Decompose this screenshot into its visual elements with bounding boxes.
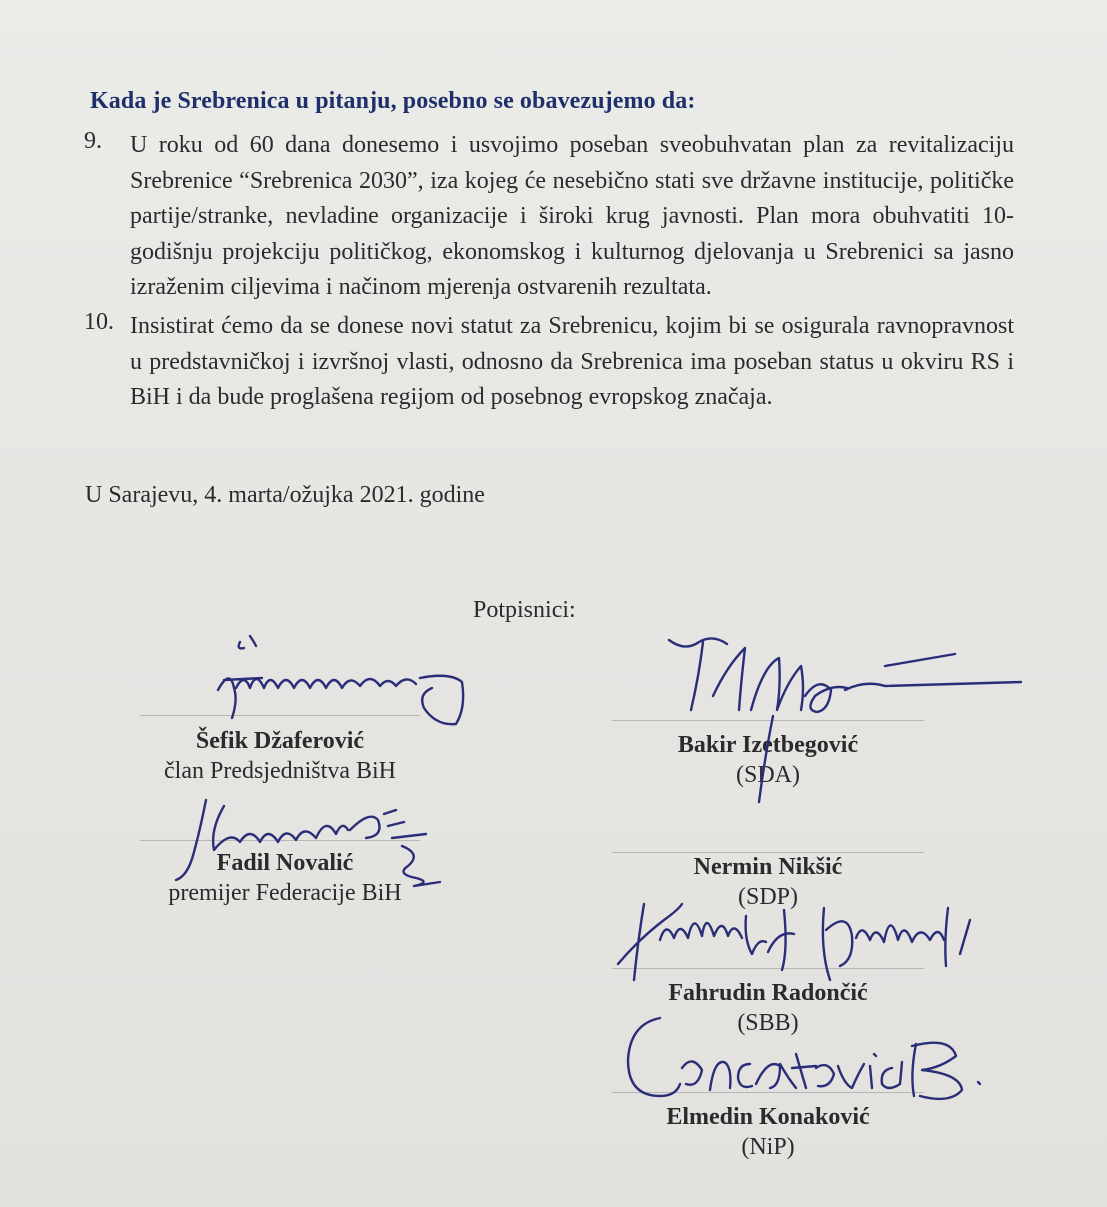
item-text: U roku od 60 dana donesemo i usvojimo poseban sveobuhvatan plan za revitalizaciju Srebrenice “Srebrenica 2030”, iza kojeg će nesebično stati sve državne institucije, političke partije/stranke, nevladine organizacije i široki krug javnosti. Plan mora obuhvatiti 10-godišnju projekciju političkog, ekonomskog i kulturnog djelovanja u Srebrenici sa jasno izraženim ciljevima i načinom mjerenja ostvarenih rezultata. bbox=[130, 132, 1014, 300]
signatory-name: Elmedin Konaković bbox=[666, 1104, 870, 1130]
signature-novalic bbox=[170, 790, 470, 900]
signature-dzaferovic bbox=[210, 628, 480, 728]
signature-konakovic bbox=[620, 1004, 1000, 1114]
signatories-heading: Potpisnici: bbox=[473, 597, 576, 623]
section-heading: Kada je Srebrenica u pitanju, posebno se obavezujemo da: bbox=[90, 88, 696, 114]
signatory-role: premijer Federacije BiH bbox=[168, 880, 402, 906]
place-and-date: U Sarajevu, 4. marta/ožujka 2021. godine bbox=[85, 482, 485, 508]
signatory-dzaferovic bbox=[140, 726, 420, 786]
signatory-role: (SBB) bbox=[737, 1010, 799, 1036]
signatory-role: (NiP) bbox=[741, 1134, 795, 1160]
item-text: Insistirat ćemo da se donese novi statut za Srebrenicu, kojim bi se osigurala ravnopravnost u predstavničkoj i izvršnoj vlasti, odnosno da Srebrenica ima poseban status u okviru RS i BiH i da bude proglašena regijom od posebnog evropskog značaja. bbox=[130, 313, 1014, 410]
signatory-role: (SDP) bbox=[737, 884, 798, 910]
signatory-name: Fadil Novalić bbox=[216, 850, 354, 876]
signatory-name: Bakir Izetbegović bbox=[677, 732, 859, 758]
item-number: 10. bbox=[84, 309, 114, 335]
item-number: 9. bbox=[84, 128, 102, 154]
signature-izetbegovic bbox=[655, 626, 1035, 806]
signatory-name: Fahrudin Radončić bbox=[668, 980, 868, 1006]
signatory-name: Šefik Džaferović bbox=[195, 728, 365, 754]
signature-radoncic bbox=[598, 880, 998, 1000]
signatory-role: (SDA) bbox=[736, 762, 800, 788]
signatory-name: Nermin Nikšić bbox=[693, 854, 843, 880]
list-item-9 bbox=[84, 128, 1014, 306]
signatory-role: član Predsjedništva BiH bbox=[164, 758, 396, 784]
list-item-10 bbox=[84, 309, 1014, 416]
